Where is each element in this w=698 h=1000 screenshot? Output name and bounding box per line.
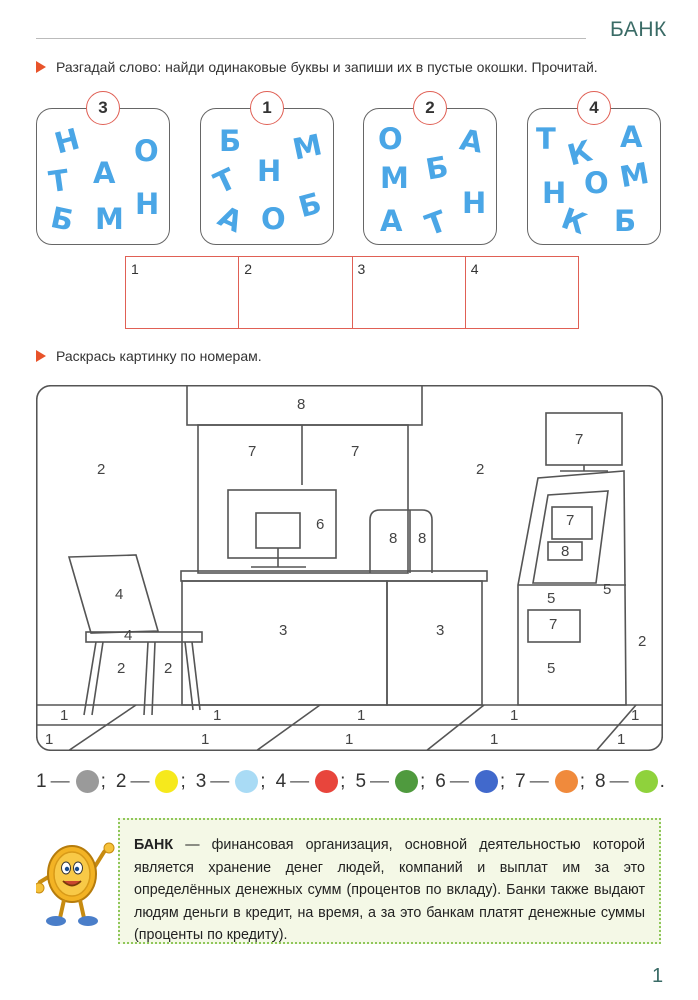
card-number-badge: 1 [250, 91, 284, 125]
answer-cell-1[interactable] [126, 257, 239, 328]
label-atm-screen: 7 [566, 512, 575, 529]
legend-item [36, 770, 113, 793]
task2-instruction [36, 348, 262, 364]
card-number-badge: 4 [577, 91, 611, 125]
legend-punct: ; [579, 770, 586, 792]
label-floor: 1 [213, 707, 222, 724]
label-counter-left: 3 [279, 622, 288, 639]
card-letter: А [457, 122, 486, 160]
legend-number: 1 [36, 770, 47, 792]
answer-boxes [125, 256, 579, 329]
card-letter: Т [46, 162, 71, 200]
legend-color-swatch [155, 770, 178, 793]
legend-item [196, 770, 273, 793]
page-title: БАНК [610, 18, 667, 41]
card-letter: Б [47, 200, 77, 238]
letter-card-4 [527, 98, 661, 245]
card-letter: О [584, 166, 609, 200]
card-letter: Б [423, 149, 451, 187]
label-chair-leg-right: 2 [164, 660, 173, 677]
label-atm-slot: 7 [549, 616, 558, 633]
legend-punct: ; [260, 770, 266, 792]
answer-cell-number: 4 [470, 261, 479, 277]
card-letter: К [563, 133, 596, 173]
label-floor: 1 [617, 731, 626, 748]
legend-item [355, 770, 432, 793]
label-chair-seat: 4 [124, 627, 133, 644]
answer-cell-number: 2 [244, 261, 253, 277]
card-letter: М [289, 127, 325, 167]
counter-right [387, 581, 482, 705]
legend-dash: — [130, 770, 150, 792]
answer-cell-number: 3 [357, 261, 366, 277]
legend-punct: ; [499, 770, 506, 792]
page-number: 1 [652, 965, 664, 987]
card-letter: А [380, 204, 403, 238]
task1-instruction [36, 59, 598, 75]
task2-instruction-text: Раскрась картинку по номерам. [56, 348, 262, 364]
label-cash-machine-right: 8 [418, 530, 427, 547]
picture-frame [37, 386, 663, 751]
info-term: БАНК [134, 837, 174, 853]
task1-instruction-text: Разгадай слово: найди одинаковые буквы и запиши их в пустые окошки. Прочитай. [56, 59, 598, 75]
card-letter: Б [614, 204, 637, 238]
header-rule [36, 38, 586, 39]
legend-number: 2 [115, 770, 127, 792]
legend-item [276, 770, 353, 793]
chair-back [69, 555, 158, 633]
label-monitor: 6 [316, 516, 325, 533]
info-box [118, 818, 661, 944]
card-letter: Т [536, 122, 556, 156]
label-floor: 1 [45, 731, 54, 748]
card-letter: Б [219, 124, 242, 158]
label-floor: 1 [345, 731, 354, 748]
card-letter: Н [542, 176, 567, 210]
card-letter: Н [50, 121, 84, 161]
counter-left [182, 581, 387, 705]
legend-number: 8 [595, 770, 606, 792]
card-number-badge: 2 [413, 91, 447, 125]
label-floor: 1 [510, 707, 519, 724]
card-letter: Т [208, 161, 241, 201]
label-glass-right: 7 [351, 443, 360, 460]
card-letter: О [134, 134, 159, 168]
legend-color-swatch [76, 770, 99, 793]
legend-punct: ; [340, 770, 346, 792]
card-letter: М [380, 161, 409, 195]
answer-cell-3[interactable] [353, 257, 466, 328]
legend-item [116, 770, 193, 793]
legend-color-swatch [315, 770, 338, 793]
chair-seat [86, 632, 202, 642]
legend-punct: . [659, 770, 665, 792]
label-wall-far-right: 2 [638, 633, 647, 650]
label-atm-top: 7 [575, 431, 584, 448]
label-wall-right: 2 [476, 461, 485, 478]
card-letter: Т [420, 203, 451, 243]
card-letter: М [95, 202, 124, 236]
atm-top-screen [546, 413, 622, 465]
letter-card-2 [200, 98, 334, 245]
label-wall-left: 2 [97, 461, 106, 478]
legend-item [515, 770, 592, 793]
legend-number: 4 [275, 770, 287, 792]
color-legend [36, 770, 675, 793]
label-floor: 1 [201, 731, 210, 748]
legend-color-swatch [235, 770, 258, 793]
card-letter: А [213, 198, 248, 240]
card-letter: Б [294, 185, 326, 225]
legend-dash: — [529, 770, 549, 792]
label-atm-keypad: 8 [561, 543, 570, 560]
legend-dash: — [50, 770, 70, 792]
label-atm-body-lower: 5 [547, 660, 556, 677]
card-letter: М [617, 155, 652, 195]
label-floor: 1 [490, 731, 499, 748]
coloring-picture [36, 385, 663, 751]
info-text: — финансовая организация, основной деятельностью которой является хранение денег людей, компаний и выплат им за это определённых денежных сумм (процентов по вкладу). Банки также выдают людям деньги в кредит, на время, а за это банкам платят денежные суммы (проценты по кредиту). [134, 837, 645, 943]
legend-dash: — [210, 770, 230, 792]
legend-color-swatch [555, 770, 578, 793]
coin-mascot-icon [36, 838, 116, 928]
label-atm-side: 5 [603, 581, 612, 598]
label-atm-body-upper: 5 [547, 590, 556, 607]
card-letter: Н [462, 186, 487, 220]
card-letter: А [93, 156, 116, 190]
legend-dash: — [449, 770, 469, 792]
legend-item [435, 770, 512, 793]
card-letter: О [378, 122, 403, 156]
glass-partition [198, 425, 408, 573]
answer-cell-number: 1 [131, 261, 139, 277]
legend-punct: ; [100, 770, 106, 792]
card-letter: А [620, 120, 643, 154]
label-chair-back: 4 [115, 586, 124, 603]
label-counter-right: 3 [436, 622, 445, 639]
label-chair-leg-left: 2 [117, 660, 126, 677]
card-letter: Н [257, 154, 282, 188]
legend-dash: — [609, 770, 629, 792]
legend-number: 5 [355, 770, 367, 792]
label-glass-left: 7 [248, 443, 257, 460]
legend-color-swatch [395, 770, 418, 793]
legend-item [595, 770, 672, 793]
answer-cell-4[interactable] [466, 257, 578, 328]
label-floor: 1 [631, 707, 640, 724]
card-letter: Н [135, 187, 160, 221]
arrow-bullet-icon [36, 61, 46, 73]
legend-number: 7 [515, 770, 526, 792]
letter-card-1 [36, 98, 170, 245]
legend-dash: — [370, 770, 390, 792]
arrow-bullet-icon [36, 350, 46, 362]
card-number-badge: 3 [86, 91, 120, 125]
legend-color-swatch [635, 770, 658, 793]
card-letter: О [261, 202, 286, 236]
legend-color-swatch [475, 770, 498, 793]
label-floor: 1 [357, 707, 366, 724]
answer-cell-2[interactable] [239, 257, 352, 328]
card-letter: К [557, 200, 591, 242]
legend-number: 6 [435, 770, 446, 792]
legend-dash: — [290, 770, 310, 792]
label-sign: 8 [297, 396, 306, 413]
label-cash-machine-left: 8 [389, 530, 398, 547]
legend-punct: ; [180, 770, 186, 792]
letter-card-3 [363, 98, 497, 245]
label-floor: 1 [60, 707, 69, 724]
legend-punct: ; [420, 770, 426, 792]
legend-number: 3 [195, 770, 207, 792]
